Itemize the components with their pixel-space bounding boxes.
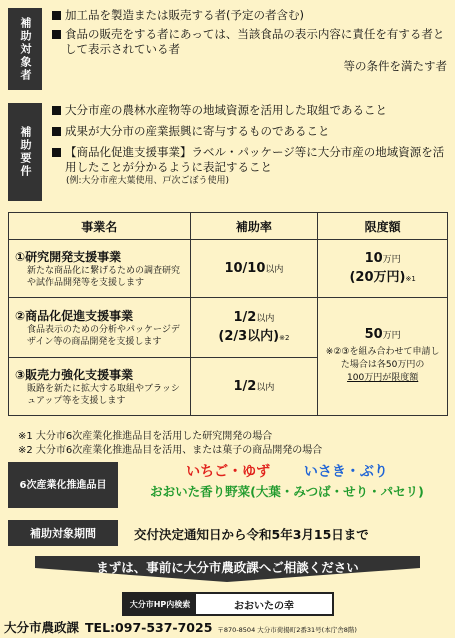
- requirement-text: 成果が大分市の産業振興に寄与するものであること: [65, 124, 330, 138]
- table-row: [9, 298, 448, 358]
- requirement-text: 大分市産の農林水産物等の地域資源を活用した取組であること: [65, 103, 387, 117]
- eligible-item: [52, 27, 447, 57]
- rate-note: ※2: [279, 333, 290, 342]
- shared-limit-note: ※②③を組み合わせて申請した場合は各50万円の: [325, 347, 440, 370]
- limit-sub: (20万円): [349, 269, 406, 285]
- header-limit: 限度額: [318, 213, 448, 240]
- eligible-label: 補助対象者: [8, 8, 42, 90]
- eligible-list: [52, 8, 447, 74]
- rate-value: 1/2: [233, 379, 257, 394]
- requirement-item: [52, 124, 447, 139]
- footnotes: [18, 430, 448, 458]
- search-label: 大分市HP内検索: [124, 594, 196, 614]
- subsidy-table: [8, 212, 448, 416]
- requirements-label: 補助要件: [8, 103, 42, 201]
- rate-suffix: 以内: [265, 265, 284, 275]
- footer-tel: TEL:097-537-7025: [85, 620, 213, 635]
- program-desc: 新たな商品化に繋げるための調査研究や試作品開発等を支援します: [27, 266, 181, 288]
- rate-sub: (2/3以内): [218, 328, 280, 344]
- rate-suffix: 以内: [256, 383, 275, 393]
- rate-value: 1/2: [233, 309, 257, 325]
- items-fruit: いちご・ゆず: [186, 464, 271, 480]
- items-fish: いさき・ぶり: [303, 464, 388, 480]
- requirement-item: [52, 145, 447, 175]
- requirement-text: 【商品化促進支援事業】ラベル・パッケージ等に大分市産の地域資源を活用したことが分かるように表記すること: [65, 145, 445, 174]
- search-input[interactable]: おおいたの幸: [234, 600, 294, 612]
- shared-limit-value: 50: [364, 327, 383, 342]
- eligible-item-text: 加工品を製造または販売する者(予定の者含む): [65, 8, 304, 22]
- eligible-item: [52, 8, 447, 23]
- program-title: ①研究開発支援事業: [15, 250, 122, 264]
- requirements-list: [52, 103, 447, 187]
- consult-banner: まずは、事前に大分市農政課へご相談ください: [96, 560, 359, 575]
- items-vegetables: おおいた香り野菜(大葉・みつば・せり・パセリ): [150, 484, 424, 499]
- footnote-2: ※2 大分市6次産業化推進品目を活用、または菓子の商品開発の場合: [18, 445, 323, 456]
- rate-suffix: 以内: [256, 313, 275, 324]
- footnote-1: ※1 大分市6次産業化推進品目を活用した研究開発の場合: [18, 431, 273, 442]
- limit-unit: 万円: [382, 254, 401, 265]
- items-label: 6次産業化推進品目: [8, 462, 118, 508]
- footer-address: 〒870-8504 大分市荷揚町2番31号(本庁舎8階): [217, 626, 357, 634]
- period-label: 補助対象期間: [8, 520, 118, 546]
- program-title: ②商品化促進支援事業: [15, 309, 134, 323]
- eligible-item-text: 食品の販売をする者にあっては、当該食品の表示内容に責任を有する者として表示されている者: [65, 27, 445, 56]
- search-box[interactable]: [122, 592, 334, 616]
- items-list: [124, 462, 450, 502]
- requirement-item: [52, 103, 447, 118]
- program-desc: 食品表示のための分析やパッケージデザイン等の商品開発を支援します: [27, 325, 180, 347]
- table-row: [9, 240, 448, 298]
- limit-value: 10: [364, 250, 383, 266]
- shared-limit-unit: 万円: [382, 331, 401, 341]
- program-title: ③販売力強化支援事業: [15, 368, 134, 382]
- period-text: 交付決定通知日から令和5年3月15日まで: [134, 527, 369, 542]
- requirement-example: (例:大分市産大葉使用、戸次ごぼう使用): [66, 176, 230, 186]
- shared-limit-cap: 100万円が限度額: [347, 373, 419, 383]
- header-rate: 補助率: [190, 213, 318, 240]
- limit-note: ※1: [405, 274, 416, 283]
- program-desc: 販路を新たに拡大する取組やブラッシュアップ等を支援します: [27, 384, 180, 406]
- eligible-conclusion: 等の条件を満たす者: [343, 59, 447, 73]
- header-program: 事業名: [9, 213, 191, 240]
- footer-org: 大分市農政課: [4, 620, 80, 635]
- footer: [4, 618, 451, 636]
- rate-value: 10/10: [224, 261, 266, 276]
